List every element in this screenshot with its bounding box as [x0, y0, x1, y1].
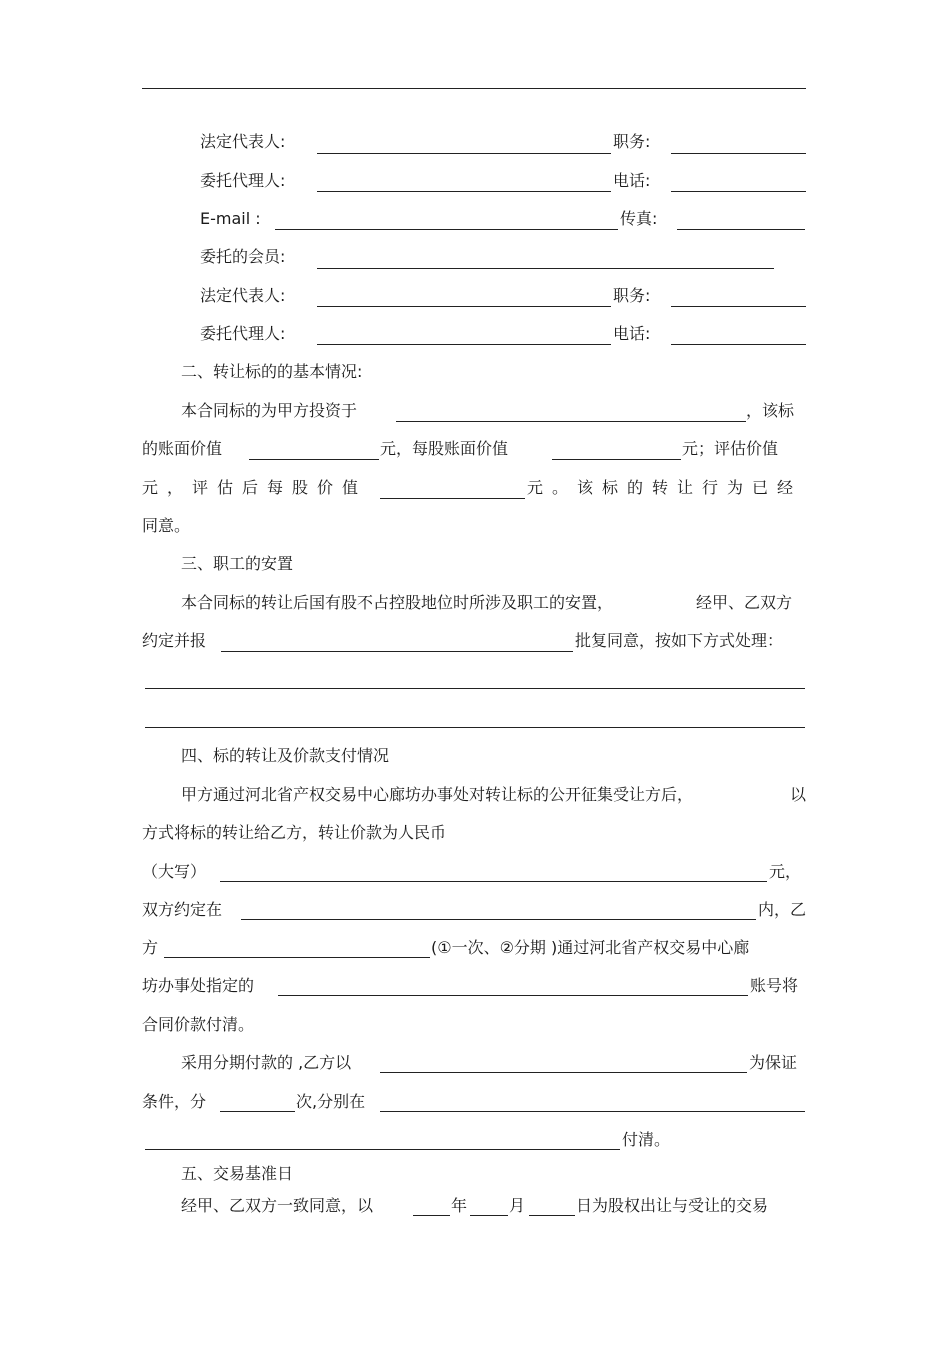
phone-field-2[interactable]	[671, 344, 806, 345]
phone-label-2: 电话:	[613, 324, 651, 343]
section4-line9-b: 次,分别在	[296, 1092, 366, 1111]
fax-field[interactable]	[677, 229, 805, 230]
section2-heading: 二、转让标的的基本情况:	[181, 362, 363, 381]
member-label: 委托的会员:	[200, 247, 286, 266]
section4-line6-a: 坊办事处指定的	[142, 976, 255, 995]
section2-line3-a: 元，评估后每股价值	[142, 478, 368, 497]
installment-dates-field[interactable]	[380, 1111, 805, 1112]
section2-line4: 同意。	[142, 516, 191, 535]
per-share-book-value-field[interactable]	[552, 459, 681, 460]
phone-field[interactable]	[671, 191, 806, 192]
header-rule	[142, 88, 806, 89]
section3-line1-b: 经甲、乙双方	[696, 593, 793, 612]
section4-line3-a: （大写）	[142, 862, 207, 881]
section4-line8-b: 为保证	[749, 1053, 798, 1072]
guarantee-field[interactable]	[380, 1072, 747, 1073]
day-field[interactable]	[529, 1215, 575, 1216]
agent-label: 委托代理人:	[200, 171, 286, 190]
legal-rep-label-2: 法定代表人:	[200, 286, 286, 305]
email-field[interactable]	[275, 229, 618, 230]
section2-line2-b: 元，每股账面价值	[380, 439, 509, 458]
section3-heading: 三、职工的安置	[181, 554, 294, 573]
section5-line1-day: 日为股权出让与受让的交易	[576, 1196, 769, 1215]
position-field[interactable]	[671, 153, 806, 154]
section4-line1-b: 以	[790, 785, 807, 804]
handling-method-field-2[interactable]	[145, 727, 805, 728]
section2-line1-b: ，该标	[746, 401, 795, 420]
section4-line2: 方式将标的转让给乙方，转让价款为人民币	[142, 823, 447, 842]
section3-line1-a: 本合同标的转让后国有股不占控股地位时所涉及职工的安置，	[181, 593, 614, 612]
payment-deadline-field[interactable]	[241, 919, 756, 920]
installment-dates-field-2[interactable]	[145, 1149, 620, 1150]
investment-field[interactable]	[396, 421, 746, 422]
approval-authority-field[interactable]	[221, 651, 573, 652]
email-label: E-mail :	[200, 209, 261, 228]
legal-rep-field-2[interactable]	[317, 306, 611, 307]
handling-method-field-1[interactable]	[145, 688, 805, 689]
year-field[interactable]	[413, 1215, 450, 1216]
agent-field-2[interactable]	[317, 344, 611, 345]
section2-line1-a: 本合同标的为甲方投资于	[181, 401, 358, 420]
member-field[interactable]	[317, 268, 774, 269]
legal-rep-label: 法定代表人:	[200, 132, 286, 151]
year-label: 年	[451, 1196, 468, 1215]
section4-line5-b: (①一次、②分期 )通过河北省产权交易中心廊	[431, 938, 750, 957]
section3-line2-b: 批复同意，按如下方式处理：	[575, 631, 784, 650]
payment-method-field[interactable]	[164, 957, 430, 958]
installment-count-field[interactable]	[220, 1111, 295, 1112]
section5-heading: 五、交易基准日	[181, 1164, 294, 1183]
section2-line3-b: 元。该标的转让行为已经	[527, 478, 803, 497]
section4-line8-a: 采用分期付款的 ,乙方以	[181, 1053, 352, 1072]
section4-line4-a: 双方约定在	[142, 900, 223, 919]
section4-line10: 付清。	[622, 1130, 671, 1149]
agent-label-2: 委托代理人:	[200, 324, 286, 343]
section4-line3-b: 元，	[769, 862, 802, 881]
section4-line5-a: 方	[142, 938, 159, 957]
month-label: 月	[509, 1196, 526, 1215]
section4-line9-a: 条件，分	[142, 1092, 207, 1111]
section4-line1-a: 甲方通过河北省产权交易中心廊坊办事处对转让标的公开征集受让方后，	[181, 785, 694, 804]
section5-line1-a: 经甲、乙双方一致同意，以	[181, 1196, 374, 1215]
agent-field[interactable]	[317, 191, 611, 192]
section4-line6-b: 账号将	[750, 976, 799, 995]
assessed-per-share-field[interactable]	[380, 498, 525, 499]
section4-heading: 四、标的转让及价款支付情况	[181, 746, 390, 765]
book-value-field[interactable]	[249, 459, 379, 460]
section4-line4-b: 内，乙	[758, 900, 807, 919]
month-field[interactable]	[470, 1215, 508, 1216]
phone-label: 电话:	[613, 171, 651, 190]
section4-line7: 合同价款付清。	[142, 1015, 255, 1034]
legal-rep-field[interactable]	[317, 153, 611, 154]
amount-in-words-field[interactable]	[220, 881, 767, 882]
designated-account-field[interactable]	[278, 995, 748, 996]
section2-line2-c: 元；评估价值	[682, 439, 779, 458]
fax-label: 传真:	[620, 209, 658, 228]
position-label-2: 职务:	[613, 286, 651, 305]
section3-line2-a: 约定并报	[142, 631, 207, 650]
position-label: 职务:	[613, 132, 651, 151]
position-field-2[interactable]	[671, 306, 806, 307]
section2-line2-a: 的账面价值	[142, 439, 223, 458]
